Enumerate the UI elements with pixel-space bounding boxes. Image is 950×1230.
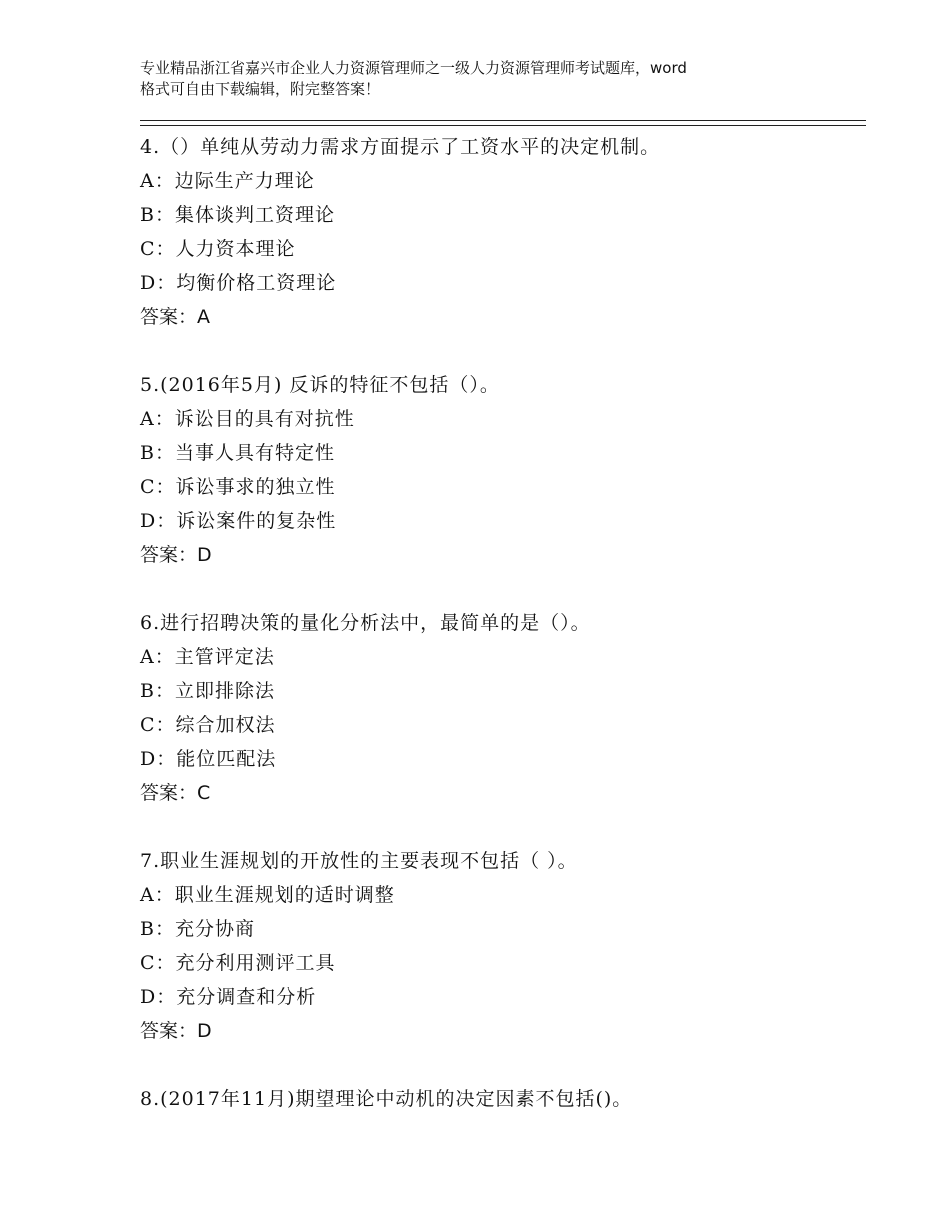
- option-b: B：当事人具有特定性: [140, 442, 335, 464]
- question-stem: 5.(2016年5月) 反诉的特征不包括（）。: [140, 374, 500, 396]
- option-a: A：诉讼目的具有对抗性: [140, 408, 355, 430]
- question-stem: 4.（）单纯从劳动力需求方面提示了工资水平的决定机制。: [140, 136, 661, 158]
- question-stem: 6.进行招聘决策的量化分析法中，最简单的是（）。: [140, 612, 591, 634]
- option-c: C：综合加权法: [140, 714, 276, 736]
- option-b: B：立即排除法: [140, 680, 275, 702]
- option-d: D：诉讼案件的复杂性: [140, 510, 337, 532]
- answer: 答案：C: [140, 782, 211, 804]
- question-6: [140, 606, 866, 810]
- header-divider: [140, 120, 866, 126]
- answer: 答案：D: [140, 544, 212, 566]
- option-b: B：充分协商: [140, 918, 255, 940]
- option-d: D：充分调查和分析: [140, 986, 317, 1008]
- question-list: [140, 130, 866, 1150]
- question-8: [140, 1082, 866, 1116]
- question-stem: 7.职业生涯规划的开放性的主要表现不包括（ ）。: [140, 850, 578, 872]
- option-c: C：充分利用测评工具: [140, 952, 336, 974]
- question-5: [140, 368, 866, 572]
- answer: 答案：A: [140, 306, 210, 328]
- header-line-1: 专业精品浙江省嘉兴市企业人力资源管理师之一级人力资源管理师考试题库，word: [140, 59, 687, 77]
- option-a: A：职业生涯规划的适时调整: [140, 884, 395, 906]
- question-4: [140, 130, 866, 334]
- option-d: D：均衡价格工资理论: [140, 272, 337, 294]
- option-c: C：诉讼事求的独立性: [140, 476, 336, 498]
- option-b: B：集体谈判工资理论: [140, 204, 335, 226]
- option-c: C：人力资本理论: [140, 238, 296, 260]
- question-7: [140, 844, 866, 1048]
- option-a: A：边际生产力理论: [140, 170, 315, 192]
- header-line-2: 格式可自由下载编辑，附完整答案！: [140, 80, 381, 98]
- option-a: A：主管评定法: [140, 646, 275, 668]
- question-stem: 8.(2017年11月)期望理论中动机的决定因素不包括()。: [140, 1088, 633, 1110]
- answer: 答案：D: [140, 1020, 212, 1042]
- page-header: [140, 58, 840, 100]
- option-d: D：能位匹配法: [140, 748, 277, 770]
